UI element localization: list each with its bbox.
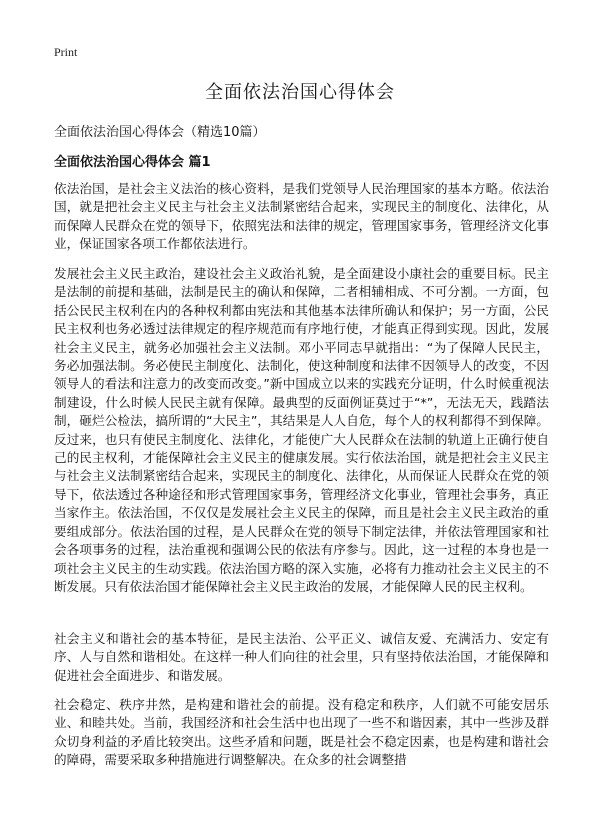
page-title: 全面依法治国心得体会 xyxy=(205,82,395,103)
section-heading: 全面依法治国心得体会 篇1 xyxy=(54,155,211,170)
print-link[interactable]: Print xyxy=(54,45,78,59)
paragraph: 社会主义和谐社会的基本特征，是民主法治、公平正义、诚信友爱、充满活力、安定有序、人与自然和谐相处。在这样一种人们向往的社会里，只有坚持依法治国，才能保障和促进社会全面进步、和谐发展。 xyxy=(54,631,549,683)
paragraph: 发展社会主义民主政治，建设社会主义政治礼貌，是全面建设小康社会的重要目标。民主是法制的前提和基础，法制是民主的确认和保障，二者相辅相成、不可分割。一方面，包括公民民主权利在内的各种权利都由宪法和其他基本法律所确认和保护；另一方面，公民民主权利也务必透过法律规定的程序规范而有序地行使，才能真正得到实现。因此，发展社会主义民主，就务必加强社会主义法制。邓小平同志早就指出：“为了保障人民民主，务必加强法制。务必使民主制度化、法制化，使这种制度和法律不因领导人的改变，不因领导人的看法和注意力的改变而改变。”新中国成立以来的实践充分证明，什么时候重视法制建设，什么时候人民民主就有保障。最典型的反面例证莫过于“*”，无法无天，践踏法制，砸烂公检法，搞所谓的“大民主”，其结果是人人自危，每个人的权利都得不到保障。反过来，也只有使民主制度化、法律化，才能使广大人民群众在法制的轨道上正确行使自己的民主权利，才能保障社会主义民主的健康发展。实行依法治国，就是把社会主义民主与社会主义法制紧密结合起来，实现民主的制度化、法律化，从而保证人民群众在党的领导下，依法透过各种途径和形式管理国家事务，管理经济文化事业，管理社会事务，真正当家作主。依法治国，不仅仅是发展社会主义民主的保障，而且是社会主义民主政治的重要组成部分。依法治国的过程，是人民群众在党的领导下制定法律，并依法管理国家和社会各项事务的过程，法治重视和强调公民的依法有序参与。因此，这一过程的本身也是一项社会主义民主的生动实践。依法治国方略的深入实施，必将有力推动社会主义民主的不断发展。只有依法治国才能保障社会主义民主政治的发展，才能保障人民的民主权利。 xyxy=(54,266,549,594)
paragraph: 社会稳定、秩序井然，是构建和谐社会的前提。没有稳定和秩序，人们就不可能安居乐业、和睦共处。当前，我国经济和社会生活中也出现了一些不和谐因素，其中一些涉及群众切身利益的矛盾比较突出。这些矛盾和问题，既是社会不稳定因素，也是构建和谐社会的障碍，需要采取多种措施进行调整解决。在众多的社会调整措 xyxy=(54,697,549,768)
document-subtitle: 全面依法治国心得体会（精选10篇） xyxy=(54,125,266,140)
paragraph: 依法治国，是社会主义法治的核心资料，是我们党领导人民治理国家的基本方略。依法治国，就是把社会主义民主与社会主义法制紧密结合起来，实现民主的制度化、法律化，从而保障人民群众在党的领导下，依照宪法和法律的规定，管理国家事务，管理经济文化事业，保证国家各项工作都依法进行。 xyxy=(54,181,549,252)
